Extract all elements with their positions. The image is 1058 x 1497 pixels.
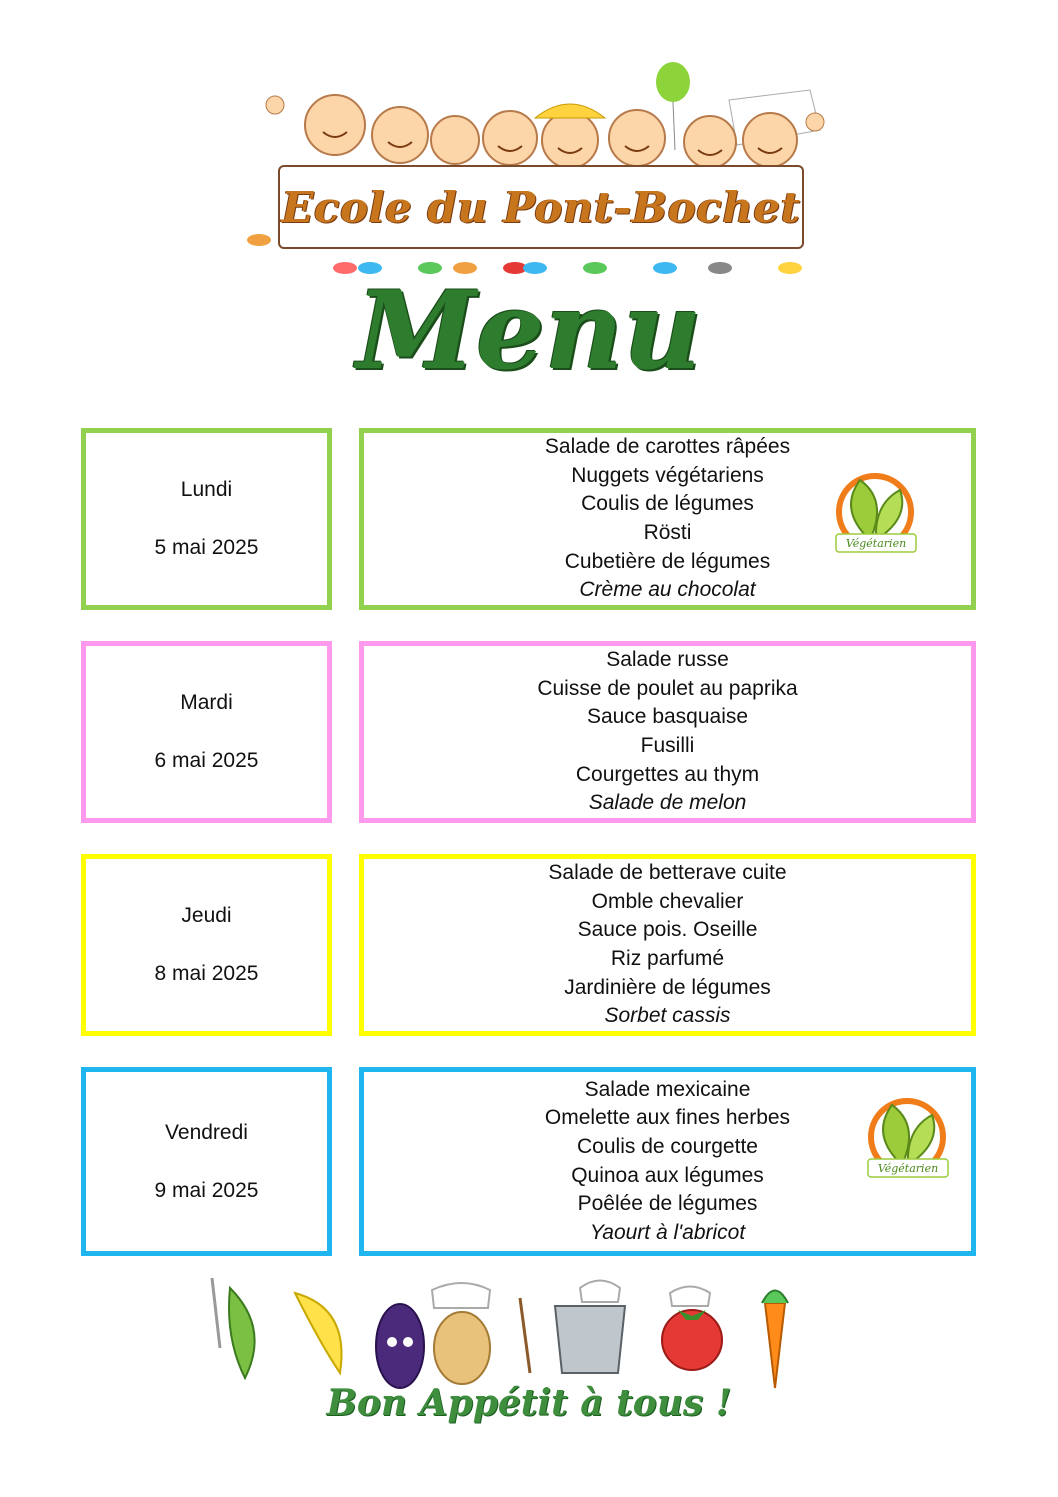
day-box: [81, 1067, 332, 1256]
meal-box: [359, 641, 976, 823]
day-date: 9 mai 2025: [154, 1178, 259, 1202]
dish-item: Salade de carottes râpées: [544, 435, 791, 459]
day-name: Mardi: [180, 691, 233, 714]
dessert-item: Sorbet cassis: [604, 1004, 731, 1028]
vegetarian-badge-label: Végétarien: [845, 537, 907, 550]
day-date: 6 mai 2025: [154, 749, 259, 772]
veggies-illustration: [200, 1268, 820, 1396]
day-date: 8 mai 2025: [154, 962, 259, 985]
footer-message: Bon Appétit à tous !: [326, 1382, 732, 1424]
day-box: [81, 854, 332, 1036]
dish-item: Rösti: [643, 521, 692, 544]
dish-item: Salade russe: [606, 648, 729, 672]
vegetarian-badge: [830, 470, 920, 560]
day-name: Jeudi: [181, 904, 232, 927]
school-sign: [278, 165, 804, 249]
cartoon-vegetables-icon: [200, 1268, 820, 1396]
vegetarian-leaf-icon: [830, 470, 920, 560]
dish-item: Omble chevalier: [591, 889, 744, 913]
day-name: Lundi: [180, 478, 233, 501]
menu-title: Menu: [356, 268, 702, 394]
dish-item: Omelette aux fines herbes: [544, 1106, 791, 1130]
dessert-item: Crème au chocolat: [579, 578, 756, 602]
day-box: [81, 641, 332, 823]
dish-item: Courgettes au thym: [575, 762, 760, 786]
dish-item: Jardinière de légumes: [564, 975, 771, 999]
dish-item: Nuggets végétariens: [571, 463, 764, 487]
dessert-item: Yaourt à l'abricot: [589, 1220, 746, 1244]
dish-item: Sauce basquaise: [586, 705, 749, 729]
dish-item: Salade de betterave cuite: [548, 861, 787, 885]
day-name: Vendredi: [165, 1120, 248, 1144]
dish-item: Riz parfumé: [610, 947, 725, 970]
dish-item: Poêlée de légumes: [577, 1192, 758, 1216]
meal-box: [359, 854, 976, 1036]
vegetarian-badge-label: Végétarien: [877, 1162, 939, 1175]
vegetarian-leaf-icon: [862, 1095, 952, 1185]
dish-item: Coulis de légumes: [581, 492, 754, 516]
dish-item: Cuisse de poulet au paprika: [537, 676, 798, 700]
dessert-item: Salade de melon: [588, 791, 747, 815]
school-name: Ecole du Pont-Bochet: [281, 182, 801, 232]
dish-item: Salade mexicaine: [584, 1077, 751, 1101]
day-date: 5 mai 2025: [154, 536, 259, 559]
vegetarian-badge: [862, 1095, 952, 1185]
dish-item: Fusilli: [640, 734, 695, 757]
dish-item: Quinoa aux légumes: [571, 1163, 764, 1187]
dish-item: Coulis de courgette: [577, 1134, 758, 1158]
dish-item: Cubetière de légumes: [564, 549, 771, 573]
dish-item: Sauce pois. Oseille: [577, 918, 758, 942]
day-box: [81, 428, 332, 610]
